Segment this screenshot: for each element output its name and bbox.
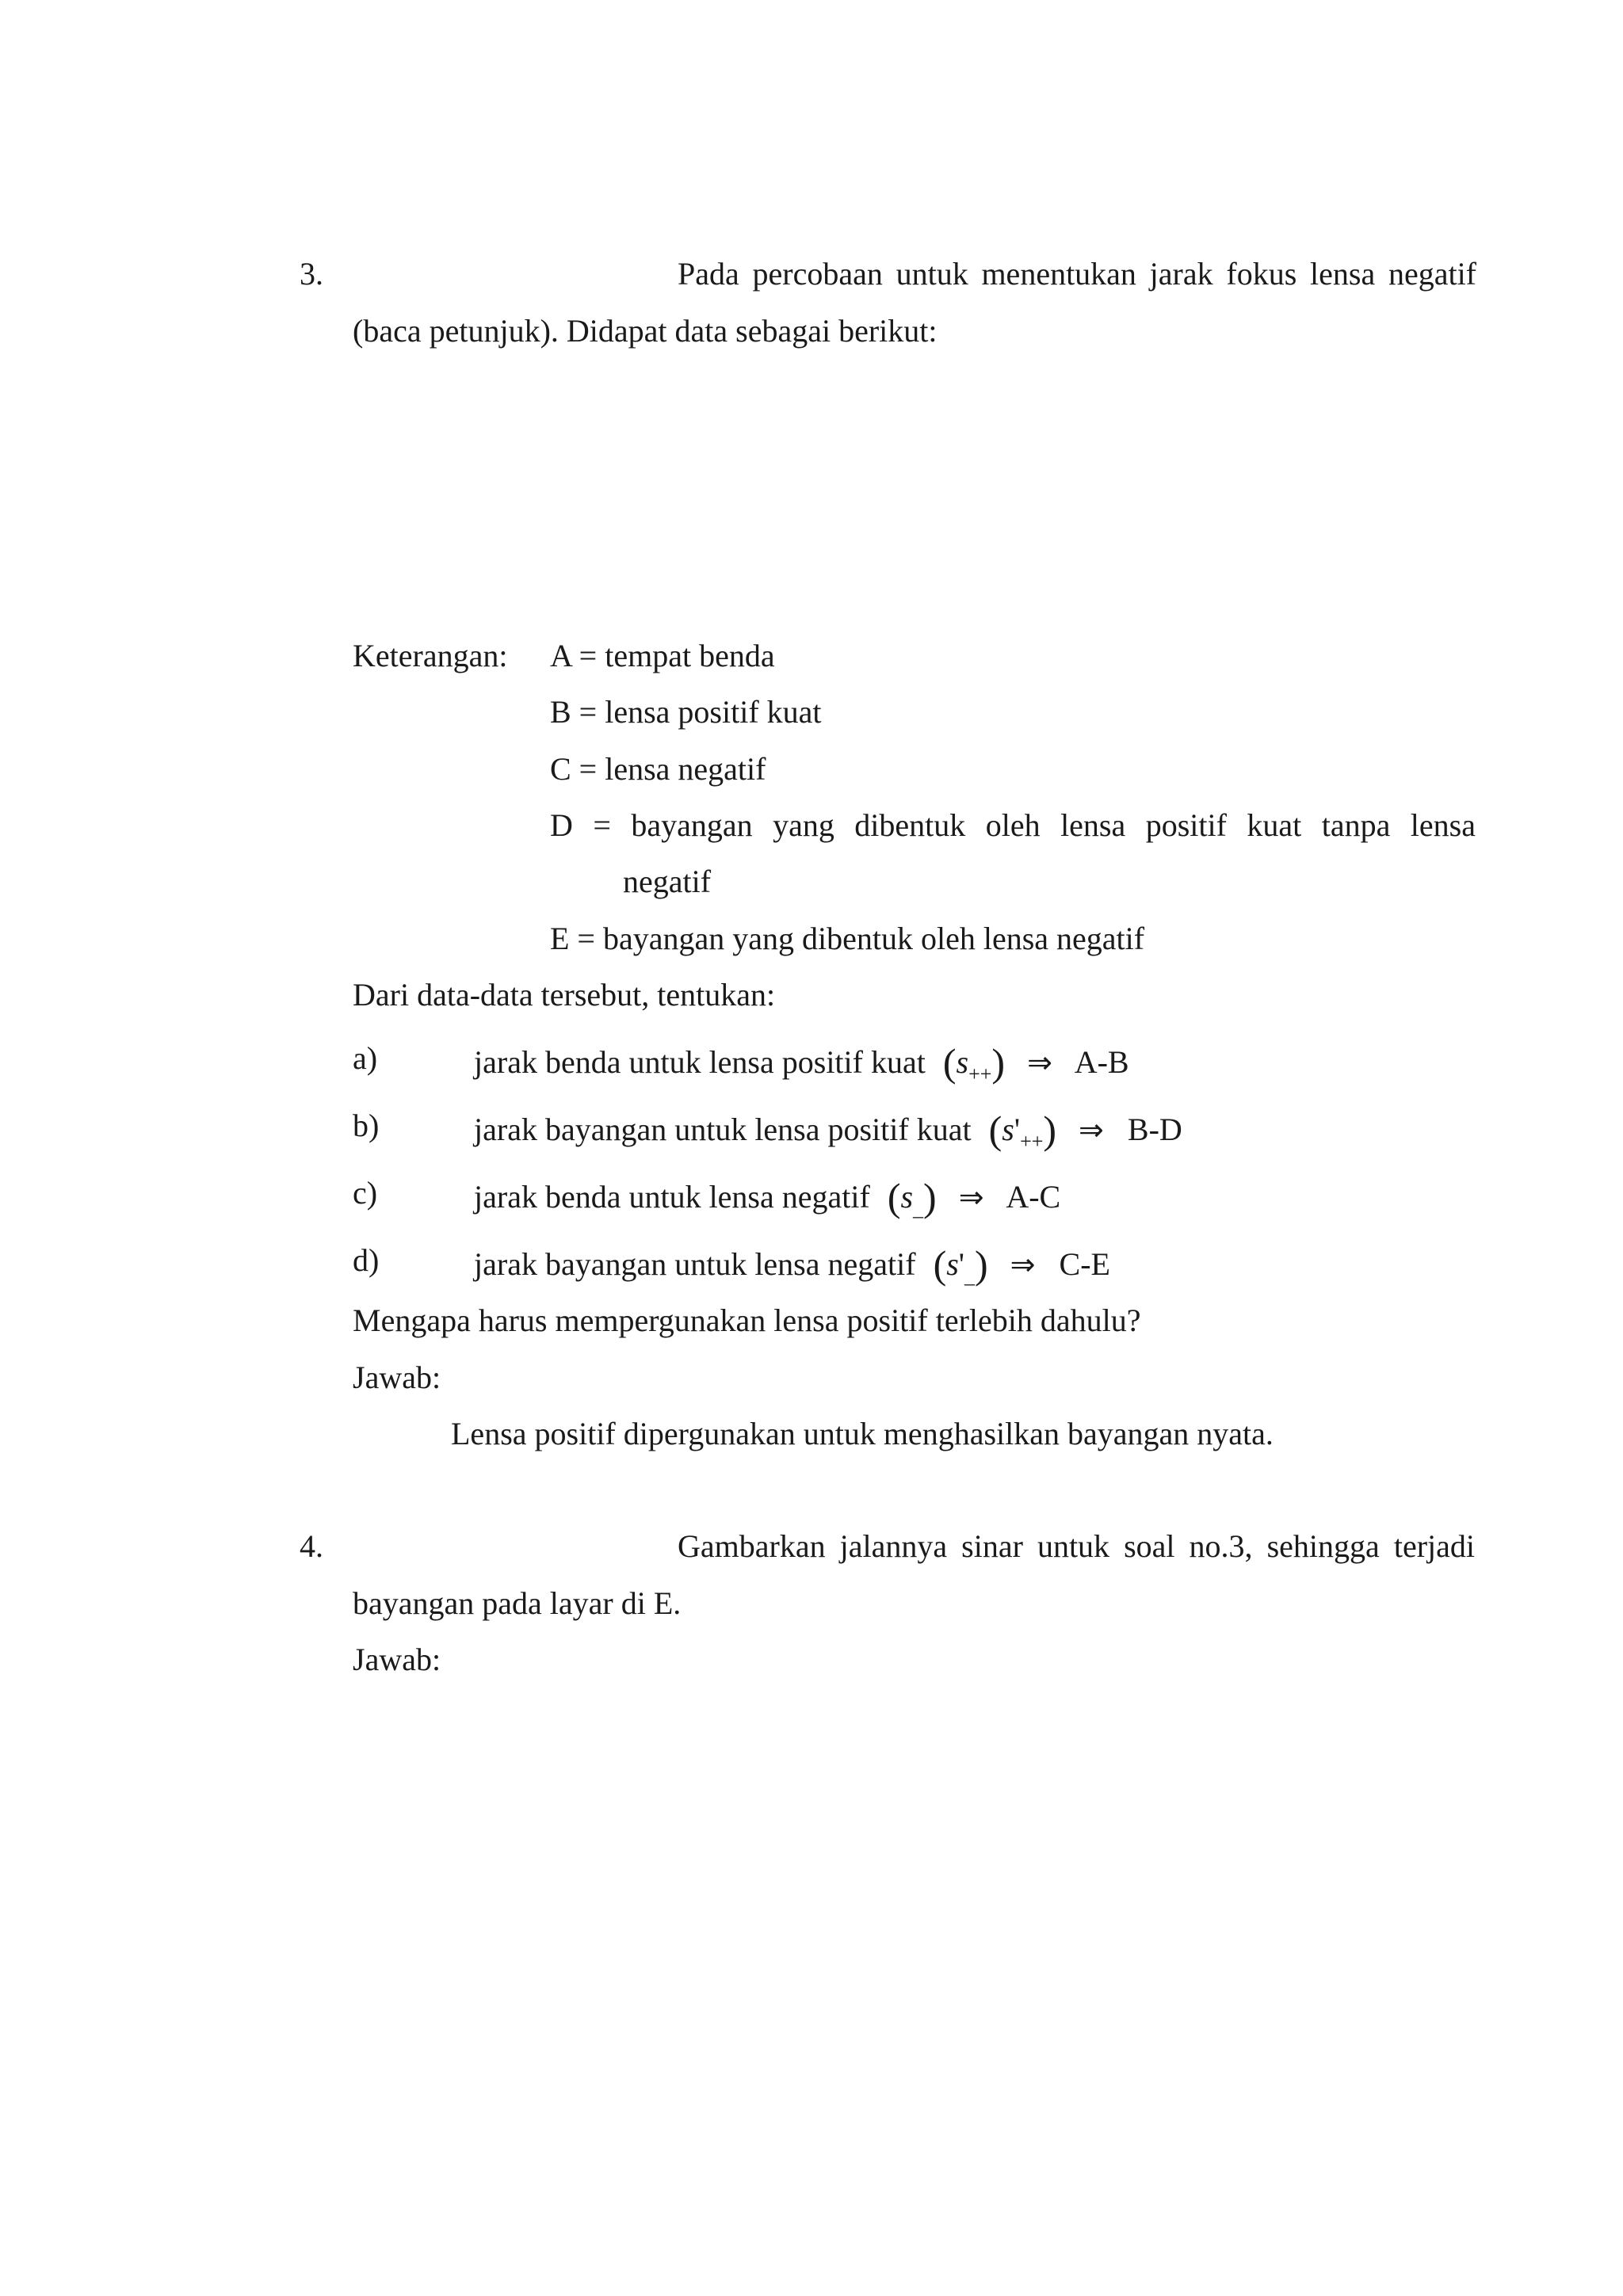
- keterangan-label: Keterangan:: [353, 638, 508, 673]
- item-d: [474, 1242, 1110, 1287]
- q4-jawab-label: Jawab:: [353, 1642, 441, 1677]
- item-a-text: jarak benda untuk lensa positif kuat: [474, 1044, 926, 1080]
- q3-jawab-label: Jawab:: [353, 1360, 441, 1395]
- formula-var: s: [956, 1044, 969, 1080]
- legend-e: E = bayangan yang dibentuk oleh lensa negatif: [550, 921, 1145, 956]
- implies-arrow-icon: ⇒: [958, 1180, 984, 1215]
- formula-sub: ++: [968, 1062, 992, 1085]
- item-b-result: B-D: [1127, 1112, 1182, 1147]
- q4-line1: Gambarkan jalannya sinar untuk soal no.3, sehingga terjadi: [678, 1528, 1475, 1564]
- s-minus-formula: $(s_{\_})$: [887, 1175, 937, 1220]
- formula-sub: _: [964, 1264, 976, 1287]
- item-b-text: jarak bayangan untuk lensa positif kuat: [474, 1112, 972, 1147]
- legend-c: C = lensa negatif: [550, 751, 766, 787]
- item-c-text: jarak benda untuk lensa negatif: [474, 1179, 870, 1215]
- legend-a: A = tempat benda: [550, 638, 775, 673]
- q4-line2: bayangan pada layar di E.: [353, 1585, 682, 1621]
- implies-arrow-icon: ⇒: [1027, 1045, 1052, 1080]
- legend-b: B = lensa positif kuat: [550, 694, 822, 730]
- q3-intro: Dari data-data tersebut, tentukan:: [353, 977, 776, 1013]
- formula-prime: ': [1014, 1112, 1021, 1147]
- item-d-text: jarak bayangan untuk lensa negatif: [474, 1246, 916, 1282]
- q3-answer: Lensa positif dipergunakan untuk menghasilkan bayangan nyata.: [451, 1416, 1274, 1451]
- formula-var: s: [1002, 1112, 1014, 1147]
- formula-var: s: [946, 1246, 959, 1282]
- item-a: [474, 1040, 1129, 1085]
- item-a-label: a): [353, 1040, 378, 1076]
- item-c-label: c): [353, 1175, 378, 1211]
- q3-line1: Pada percobaan untuk menentukan jarak fokus lensa negatif: [678, 256, 1476, 292]
- implies-arrow-icon: ⇒: [1079, 1112, 1104, 1147]
- legend-d-line1: D = bayangan yang dibentuk oleh lensa positif kuat tanpa lensa: [550, 807, 1476, 843]
- item-a-result: A-B: [1074, 1044, 1129, 1080]
- implies-arrow-icon: ⇒: [1010, 1247, 1036, 1282]
- q3-question: Mengapa harus mempergunakan lensa positif terlebih dahulu?: [353, 1302, 1141, 1338]
- s-prime-plusplus-formula: $(s'_{++})$: [988, 1108, 1057, 1153]
- item-d-label: d): [353, 1242, 380, 1278]
- item-b: [474, 1110, 1182, 1152]
- s-prime-minus-formula: $(s'_{\_})$: [933, 1242, 988, 1287]
- legend-d-line2: negatif: [623, 864, 712, 899]
- formula-sub: _: [913, 1197, 924, 1220]
- formula-var: s: [900, 1179, 914, 1215]
- item-d-result: C-E: [1059, 1246, 1110, 1282]
- item-c: [474, 1177, 1060, 1219]
- item-b-label: b): [353, 1108, 380, 1143]
- s-plusplus-formula: $(s_{++})$: [942, 1040, 1006, 1085]
- q3-line2: (baca petunjuk). Didapat data sebagai berikut:: [353, 313, 938, 349]
- q4-number: 4.: [300, 1528, 323, 1564]
- item-c-result: A-C: [1006, 1179, 1061, 1215]
- formula-prime: ': [958, 1246, 965, 1282]
- formula-sub: ++: [1020, 1130, 1044, 1153]
- q3-number: 3.: [300, 256, 323, 292]
